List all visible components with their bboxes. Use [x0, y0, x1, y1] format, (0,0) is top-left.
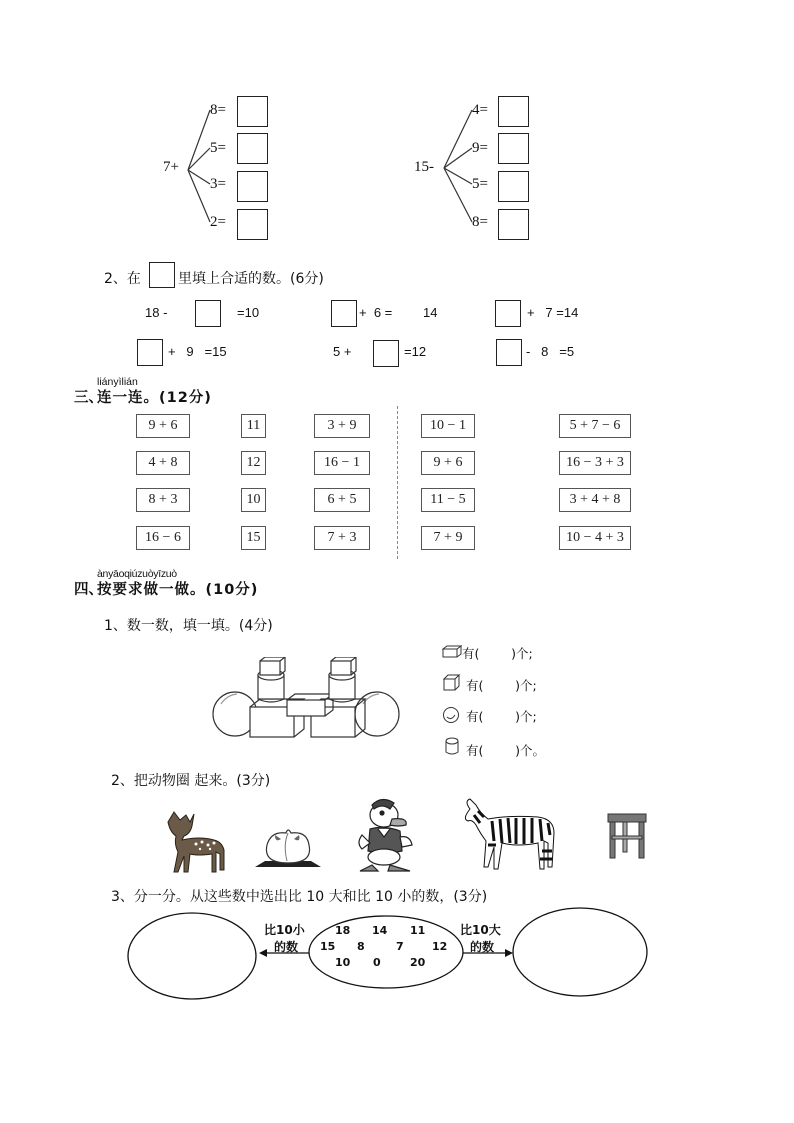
match-card[interactable]: 9 + 6	[421, 451, 475, 475]
match-card[interactable]: 5 + 7 − 6	[559, 414, 631, 438]
eq-text: 14	[423, 305, 438, 320]
answer-box[interactable]	[237, 209, 268, 240]
answer-box[interactable]	[498, 96, 529, 127]
answer-box[interactable]	[498, 133, 529, 164]
sphere-icon	[442, 706, 460, 724]
q4-1-label: 1、数一数，填一填。(4分)	[104, 618, 273, 634]
answer-box[interactable]	[137, 339, 163, 366]
tree-left-leaf: 2=	[210, 214, 226, 230]
stool-picture[interactable]	[606, 812, 648, 860]
sort-number: 0	[373, 956, 381, 969]
sort-number: 11	[410, 924, 426, 937]
answer-box[interactable]	[237, 133, 268, 164]
match-card[interactable]: 3 + 4 + 8	[559, 488, 631, 512]
zebra-picture[interactable]	[458, 797, 560, 875]
sort-number: 18	[335, 924, 351, 937]
q4-3-label: 3、分一分。从这些数中选出比 10 大和比 10 小的数，(3分)	[111, 889, 488, 905]
eq-text: =12	[404, 344, 427, 359]
match-card[interactable]: 9 + 6	[136, 414, 190, 438]
shape-count-cylinder: 有( )个。	[466, 743, 546, 758]
match-card[interactable]: 3 + 9	[314, 414, 370, 438]
sort-right-label: 比10大	[460, 923, 501, 937]
eq-text: + 9 =15	[168, 344, 227, 359]
section4-pinyin: ànyāoqiúzuòyīzuò	[97, 568, 177, 580]
answer-box[interactable]	[496, 339, 522, 366]
tree-left-root: 7+	[163, 159, 179, 175]
match-card[interactable]: 10 − 1	[421, 414, 475, 438]
deer-picture[interactable]	[150, 800, 235, 875]
shape-count-cube: 有( )个;	[466, 678, 537, 693]
tree-right-leaf: 4=	[472, 102, 488, 118]
cylinder-icon	[444, 737, 460, 757]
answer-box[interactable]	[331, 300, 357, 327]
tree-right-leaf: 9=	[472, 140, 488, 156]
tree-left-leaf: 3=	[210, 176, 226, 192]
match-card[interactable]: 16 − 6	[136, 526, 190, 550]
tree-right-leaf: 8=	[472, 214, 488, 230]
donald-duck-picture[interactable]	[352, 797, 422, 875]
match-card[interactable]: 10 − 4 + 3	[559, 526, 631, 550]
eq-text: =10	[237, 305, 260, 320]
sort-number: 12	[432, 940, 448, 953]
section3-title: 连一连。(12分)	[97, 390, 212, 406]
sort-number: 7	[396, 940, 404, 953]
section3-pinyin: liányìlián	[97, 376, 138, 388]
match-card[interactable]: 11 − 5	[421, 488, 475, 512]
answer-box[interactable]	[373, 340, 399, 367]
shape-count-cuboid: 有( )个;	[462, 646, 533, 661]
sort-number: 20	[410, 956, 426, 969]
eq-text: - 8 =5	[526, 344, 575, 359]
match-dashed-divider	[397, 406, 398, 559]
section4-title-num: 四、	[74, 582, 103, 598]
match-card[interactable]: 16 − 1	[314, 451, 370, 475]
cuboid-icon	[442, 645, 462, 659]
answer-box[interactable]	[195, 300, 221, 327]
q4-2-label: 2、把动物圈 起来。(3分)	[111, 773, 271, 789]
eq-text: 5 +	[333, 344, 352, 359]
tree-right-leaf: 5=	[472, 176, 488, 192]
q2-suffix: 里填上合适的数。(6分)	[178, 271, 324, 287]
sort-number: 14	[372, 924, 388, 937]
sort-number: 15	[320, 940, 336, 953]
answer-box[interactable]	[498, 171, 529, 202]
tree-left-leaf: 5=	[210, 140, 226, 156]
match-card[interactable]: 15	[241, 526, 266, 550]
sort-number: 10	[335, 956, 351, 969]
match-card[interactable]: 8 + 3	[136, 488, 190, 512]
shape-count-sphere: 有( )个;	[466, 709, 537, 724]
answer-box[interactable]	[237, 171, 268, 202]
tree-left-leaf: 8=	[210, 102, 226, 118]
answer-box[interactable]	[498, 209, 529, 240]
match-card[interactable]: 10	[241, 488, 266, 512]
cube-icon	[443, 674, 461, 692]
section3-title-num: 三、	[74, 390, 103, 406]
answer-box[interactable]	[237, 96, 268, 127]
q2-prefix: 2、在	[104, 271, 141, 287]
eq-text: + 7 =14	[527, 305, 579, 320]
eq-text: 18 -	[145, 305, 168, 320]
match-card[interactable]: 4 + 8	[136, 451, 190, 475]
match-card[interactable]: 6 + 5	[314, 488, 370, 512]
sort-left-label: 的数	[274, 940, 299, 954]
tree-right-root: 15-	[414, 159, 434, 175]
peach-picture[interactable]	[253, 823, 323, 871]
inline-box-example	[149, 262, 175, 288]
match-card[interactable]: 7 + 9	[421, 526, 475, 550]
shapes-drawing	[205, 657, 405, 742]
sort-left-label: 比10小	[264, 923, 305, 937]
section4-title: 按要求做一做。(10分)	[97, 582, 259, 598]
sort-number: 8	[357, 940, 365, 953]
sort-right-label: 的数	[470, 940, 495, 954]
answer-box[interactable]	[495, 300, 521, 327]
match-card[interactable]: 12	[241, 451, 266, 475]
match-card[interactable]: 7 + 3	[314, 526, 370, 550]
eq-text: + 6 =	[359, 305, 393, 320]
match-card[interactable]: 16 − 3 + 3	[559, 451, 631, 475]
match-card[interactable]: 11	[241, 414, 266, 438]
sorting-diagram	[120, 905, 660, 1005]
